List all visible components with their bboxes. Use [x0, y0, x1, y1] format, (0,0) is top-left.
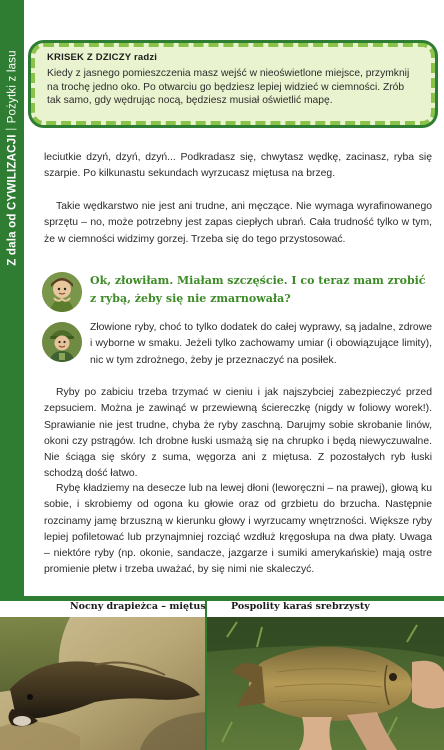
caption-left: Nocny drapieżca – miętus: [70, 601, 206, 612]
caption-right: Pospolity karaś srebrzysty: [231, 601, 370, 612]
sidebar-section-main: Z dala od CYWILIZACJI: [6, 134, 19, 266]
paragraph-5: Rybę kładziemy na desecze lub na lewej dłoni (leworęczni – na prawej), głową ku sobie, i skrobiemy od ogona ku głowie oraz od grzbietu do brzucha. Następnie rozcinamy jamę brzuszną w kierunku głowy i wyrzucamy wnętrzności. Większe ryby lepiej pofiletować lub przynajmniej rozciąć wzdłuż kręgosłupa na dwa płaty. Uwaga – niektóre ryby (np. okonie, sandacze, jazgarze i sumiki amerykańskie) mają ostre promienie płetw i trzeba uważać, by się nimi nie skaleczyć.: [44, 483, 432, 576]
tip-box: [30, 42, 436, 126]
tip-title-suffix: radzi: [133, 52, 158, 63]
tip-title: [47, 52, 419, 63]
sidebar-section-sub: Pożytki z lasu: [6, 50, 19, 124]
tip-title-main: KRISEK Z DZICZY: [47, 52, 132, 63]
burbot-photo: [0, 617, 205, 750]
paragraph-4: Ryby po zabiciu trzeba trzymać w cieniu i jak najszybciej zabezpieczyć przed zepsuciem. Można je zawinąć w przewiewną ściereczkę (nigdy w foliowy worek!). Sprawianie nie jest trudne, chyba że ryby zaschną. Darujmy sobie skrobanie linów, okoni czy pstrągów. Ich drobne łuski usmażą się na chrupko i będą niewyczuwalne. Nie ściąga się skóry z suma, węgorza ani z miętusa. Z pozostałych ryb łuski schodzą dość łatwo.: [44, 387, 432, 480]
question-heading: Ok, złowiłam. Miałam szczęście. I co teraz mam zrobić z rybą, żeby się nie zmarnowała?: [90, 274, 426, 305]
caption-bar: [0, 596, 444, 618]
paragraph-2: Takie wędkarstwo nie jest ani trudne, ani męczące. Nie wymaga wyrafinowanego sprzętu – no, może potrzebny jest zapas ciepłych ubrań. Cała trudność tylko w tym, że w ciemności widzimy gorzej. Trzeba się do tego przystosować.: [44, 201, 432, 245]
paragraph-1: leciutkie dzyń, dzyń, dzyń... Podkradasz się, chwytasz wędkę, zacinasz, ryba się szarpie. Po kilkunastu sekundach wyrzucasz miętusa na brzeg.: [44, 152, 432, 180]
girl-character-icon: [42, 272, 82, 312]
paragraph-3: Złowione ryby, choć to tylko dodatek do całej wyprawy, są jadalne, zdrowe i wyborne w smaku. Jeżeli tylko zachowamy umiar (i obowiązujące limity), nic w tym zdrożnego, żeby je przeznaczyć na posiłek.: [90, 322, 432, 366]
tip-body: Kiedy z jasnego pomieszczenia masz wejść w nieoświetlone miejsce, przymknij na trochę jedno oko. Po otwarciu go będziesz lepiej widzieć w ciemności. Zrób tak samo, gdy wędrując nocą, będziesz musiał oświetlić mapę.: [47, 68, 410, 106]
sidebar-divider: [6, 128, 17, 129]
paragraph-3-lead: [90, 320, 432, 369]
carp-photo: [207, 617, 444, 750]
boy-character-icon: [42, 322, 82, 362]
sidebar-label: [6, 50, 19, 265]
